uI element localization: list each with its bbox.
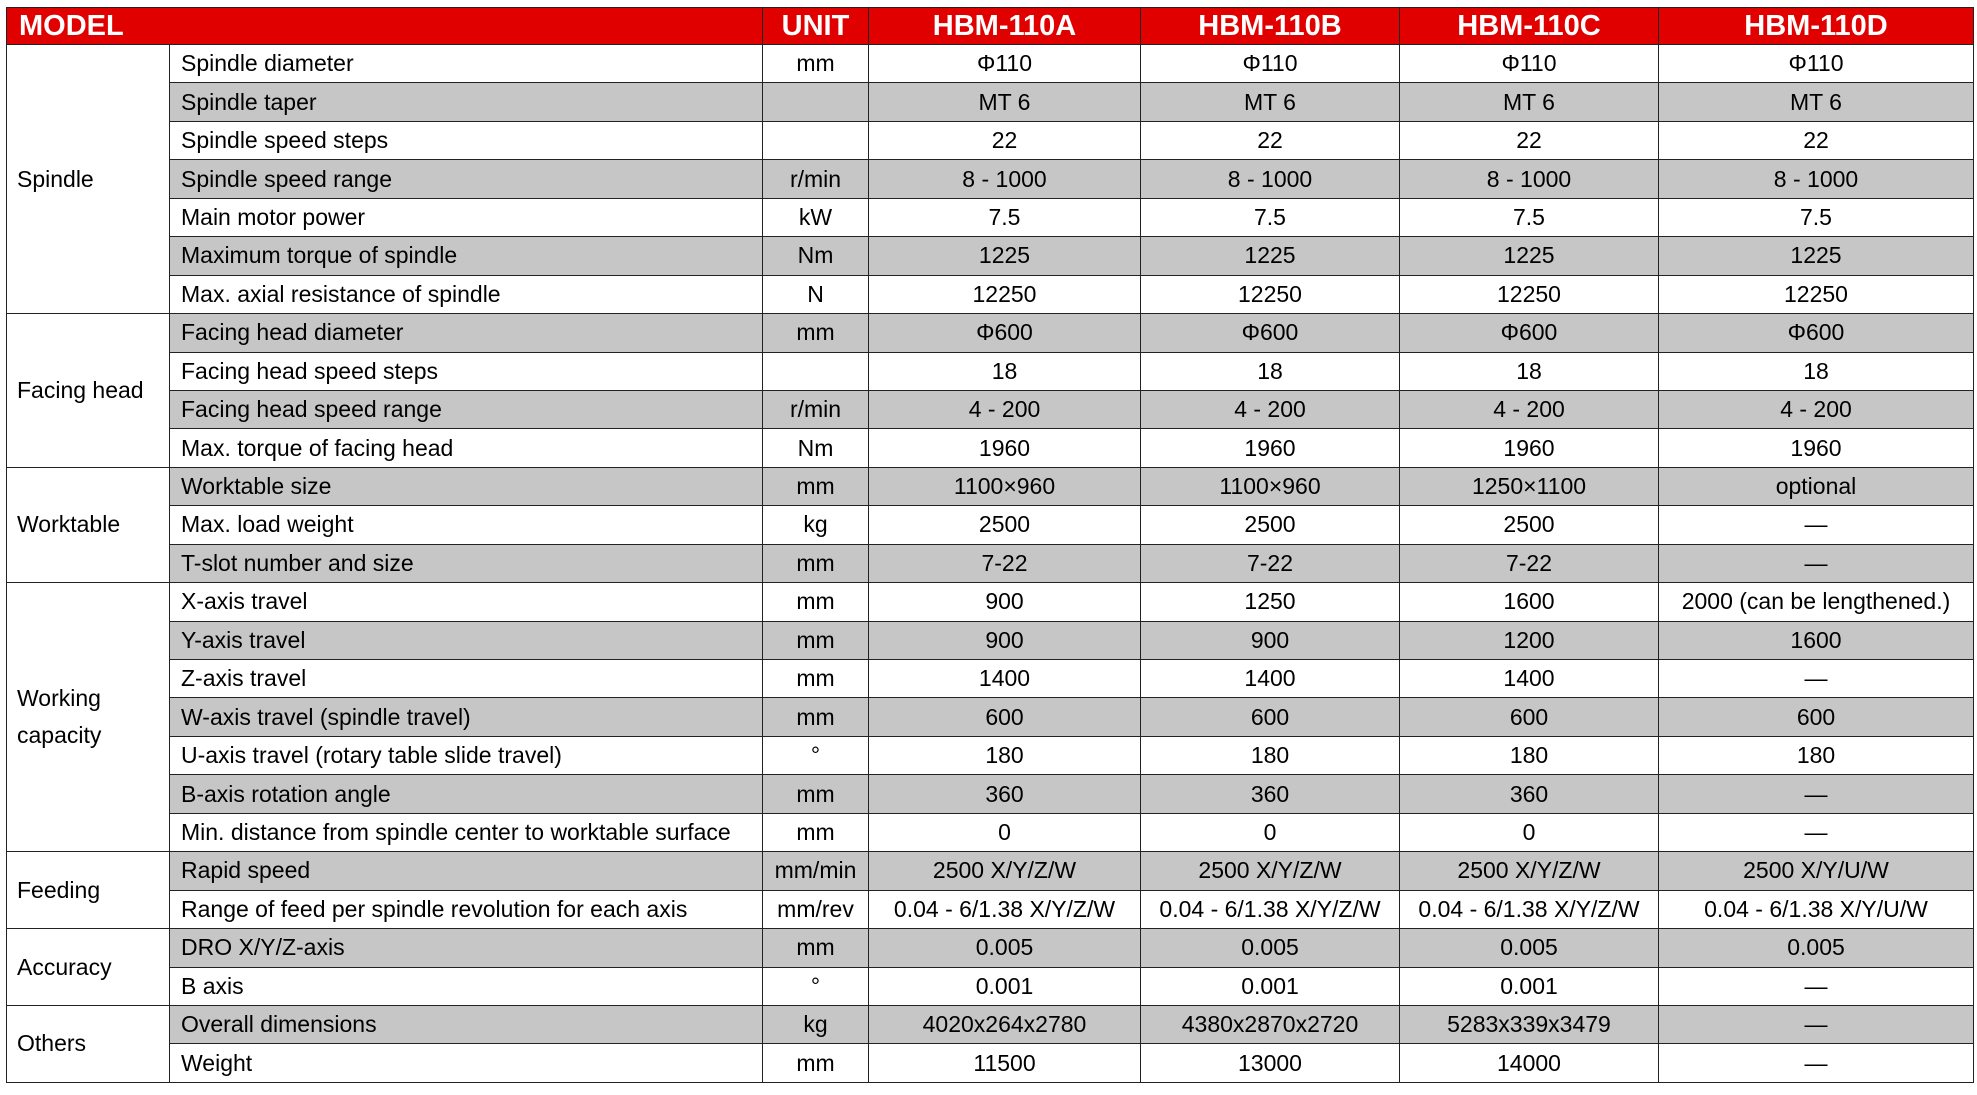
table-row [7, 813, 1974, 851]
unit-header: UNIT [763, 8, 869, 45]
parameter-cell: X-axis travel [170, 583, 763, 621]
value-cell: Φ600 [1400, 314, 1659, 352]
value-cell: 2500 X/Y/Z/W [1400, 852, 1659, 890]
value-cell: 8 - 1000 [1141, 160, 1400, 198]
value-cell: Φ110 [1400, 45, 1659, 83]
value-cell: 0.04 - 6/1.38 X/Y/U/W [1659, 890, 1974, 928]
unit-cell: mm [763, 775, 869, 813]
table-row [7, 467, 1974, 505]
table-row [7, 775, 1974, 813]
unit-cell: mm [763, 583, 869, 621]
table-row [7, 967, 1974, 1005]
value-cell: 7-22 [1141, 544, 1400, 582]
value-cell: 7-22 [1400, 544, 1659, 582]
value-cell: 0.001 [1141, 967, 1400, 1005]
value-cell: 1250×1100 [1400, 467, 1659, 505]
value-cell: Φ600 [1659, 314, 1974, 352]
value-cell: — [1659, 506, 1974, 544]
parameter-cell: Spindle speed steps [170, 121, 763, 159]
parameter-cell: Range of feed per spindle revolution for each axis [170, 890, 763, 928]
value-cell: 2500 X/Y/U/W [1659, 852, 1974, 890]
value-cell: 13000 [1141, 1044, 1400, 1083]
spec-body [7, 45, 1974, 1083]
value-cell: 22 [1400, 121, 1659, 159]
value-cell: 180 [869, 736, 1141, 774]
table-row [7, 660, 1974, 698]
value-cell: — [1659, 813, 1974, 851]
parameter-cell: Rapid speed [170, 852, 763, 890]
unit-cell: mm [763, 467, 869, 505]
parameter-cell: W-axis travel (spindle travel) [170, 698, 763, 736]
value-cell: 22 [1141, 121, 1400, 159]
unit-cell [763, 121, 869, 159]
unit-cell: N [763, 275, 869, 313]
parameter-cell: Overall dimensions [170, 1005, 763, 1043]
unit-cell: mm [763, 698, 869, 736]
table-row [7, 1044, 1974, 1083]
unit-cell: mm [763, 314, 869, 352]
parameter-cell: Spindle speed range [170, 160, 763, 198]
value-cell: optional [1659, 467, 1974, 505]
parameter-cell: Min. distance from spindle center to worktable surface [170, 813, 763, 851]
table-row [7, 352, 1974, 390]
unit-cell: mm [763, 621, 869, 659]
unit-cell: mm [763, 660, 869, 698]
value-cell: 2000 (can be lengthened.) [1659, 583, 1974, 621]
unit-cell: mm/rev [763, 890, 869, 928]
value-cell: 360 [1400, 775, 1659, 813]
unit-cell: kg [763, 506, 869, 544]
value-cell: — [1659, 544, 1974, 582]
value-cell: 1225 [1141, 237, 1400, 275]
value-cell: 4020x264x2780 [869, 1005, 1141, 1043]
value-cell: 0.04 - 6/1.38 X/Y/Z/W [869, 890, 1141, 928]
value-cell: 2500 X/Y/Z/W [869, 852, 1141, 890]
header-row [7, 8, 1974, 45]
value-cell: MT 6 [869, 83, 1141, 121]
parameter-cell: Main motor power [170, 198, 763, 236]
value-cell: 12250 [869, 275, 1141, 313]
table-row [7, 429, 1974, 467]
model-header-hbm-110d: HBM-110D [1659, 8, 1974, 45]
unit-cell [763, 83, 869, 121]
table-row [7, 1005, 1974, 1043]
value-cell: 12250 [1659, 275, 1974, 313]
unit-cell: Nm [763, 429, 869, 467]
parameter-cell: Max. axial resistance of spindle [170, 275, 763, 313]
unit-cell [763, 352, 869, 390]
value-cell: 0.005 [1141, 929, 1400, 967]
group-label-facing-head: Facing head [7, 314, 170, 468]
value-cell: 8 - 1000 [1400, 160, 1659, 198]
table-row [7, 698, 1974, 736]
parameter-cell: Facing head speed steps [170, 352, 763, 390]
value-cell: 0.005 [1659, 929, 1974, 967]
value-cell: 1960 [869, 429, 1141, 467]
parameter-cell: T-slot number and size [170, 544, 763, 582]
value-cell: 4380x2870x2720 [1141, 1005, 1400, 1043]
group-label-spindle: Spindle [7, 45, 170, 314]
parameter-cell: Spindle diameter [170, 45, 763, 83]
group-label-others: Others [7, 1005, 170, 1082]
table-row [7, 121, 1974, 159]
value-cell: 0.001 [1400, 967, 1659, 1005]
value-cell: 600 [1141, 698, 1400, 736]
value-cell: Φ600 [869, 314, 1141, 352]
value-cell: 4 - 200 [869, 390, 1141, 428]
value-cell: 2500 [1141, 506, 1400, 544]
value-cell: 600 [1659, 698, 1974, 736]
value-cell: 0 [1400, 813, 1659, 851]
value-cell: 1225 [1659, 237, 1974, 275]
value-cell: 22 [1659, 121, 1974, 159]
value-cell: 900 [869, 621, 1141, 659]
value-cell: 900 [869, 583, 1141, 621]
parameter-cell: Facing head speed range [170, 390, 763, 428]
table-row [7, 583, 1974, 621]
value-cell: — [1659, 967, 1974, 1005]
value-cell: 2500 X/Y/Z/W [1141, 852, 1400, 890]
value-cell: 1400 [1400, 660, 1659, 698]
table-row [7, 544, 1974, 582]
value-cell: 8 - 1000 [869, 160, 1141, 198]
value-cell: 1400 [1141, 660, 1400, 698]
unit-cell: mm [763, 544, 869, 582]
value-cell: 7.5 [1659, 198, 1974, 236]
value-cell: 22 [869, 121, 1141, 159]
parameter-cell: B-axis rotation angle [170, 775, 763, 813]
value-cell: 7.5 [1400, 198, 1659, 236]
value-cell: 12250 [1400, 275, 1659, 313]
value-cell: 18 [1659, 352, 1974, 390]
value-cell: MT 6 [1659, 83, 1974, 121]
unit-cell: ° [763, 736, 869, 774]
value-cell: 0.04 - 6/1.38 X/Y/Z/W [1400, 890, 1659, 928]
value-cell: 180 [1400, 736, 1659, 774]
value-cell: 1100×960 [1141, 467, 1400, 505]
parameter-cell: DRO X/Y/Z-axis [170, 929, 763, 967]
unit-cell: mm [763, 45, 869, 83]
value-cell: 4 - 200 [1400, 390, 1659, 428]
parameter-cell: Spindle taper [170, 83, 763, 121]
value-cell: 360 [869, 775, 1141, 813]
model-header-hbm-110a: HBM-110A [869, 8, 1141, 45]
model-header-hbm-110b: HBM-110B [1141, 8, 1400, 45]
value-cell: 4 - 200 [1141, 390, 1400, 428]
group-label-worktable: Worktable [7, 467, 170, 582]
table-row [7, 275, 1974, 313]
value-cell: 900 [1141, 621, 1400, 659]
table-row [7, 390, 1974, 428]
table-row [7, 621, 1974, 659]
table-row [7, 83, 1974, 121]
parameter-cell: B axis [170, 967, 763, 1005]
parameter-cell: U-axis travel (rotary table slide travel) [170, 736, 763, 774]
unit-cell: kg [763, 1005, 869, 1043]
value-cell: 180 [1659, 736, 1974, 774]
unit-cell: mm/min [763, 852, 869, 890]
value-cell: 1960 [1400, 429, 1659, 467]
value-cell: — [1659, 1005, 1974, 1043]
value-cell: — [1659, 660, 1974, 698]
value-cell: 7-22 [869, 544, 1141, 582]
value-cell: 7.5 [1141, 198, 1400, 236]
table-row [7, 45, 1974, 83]
value-cell: 180 [1141, 736, 1400, 774]
parameter-cell: Max. load weight [170, 506, 763, 544]
value-cell: 600 [869, 698, 1141, 736]
parameter-cell: Maximum torque of spindle [170, 237, 763, 275]
table-row [7, 506, 1974, 544]
value-cell: 0.005 [869, 929, 1141, 967]
value-cell: 1250 [1141, 583, 1400, 621]
value-cell: 0 [1141, 813, 1400, 851]
table-row [7, 160, 1974, 198]
value-cell: 11500 [869, 1044, 1141, 1083]
value-cell: 5283x339x3479 [1400, 1005, 1659, 1043]
unit-cell: Nm [763, 237, 869, 275]
value-cell: 12250 [1141, 275, 1400, 313]
value-cell: 1225 [1400, 237, 1659, 275]
value-cell: 360 [1141, 775, 1400, 813]
value-cell: 1600 [1659, 621, 1974, 659]
value-cell: 1225 [869, 237, 1141, 275]
table-row [7, 852, 1974, 890]
value-cell: — [1659, 1044, 1974, 1083]
parameter-cell: Y-axis travel [170, 621, 763, 659]
value-cell: 0.001 [869, 967, 1141, 1005]
table-row [7, 198, 1974, 236]
table-row [7, 237, 1974, 275]
value-cell: 0.005 [1400, 929, 1659, 967]
group-label-working-capacity: Working capacity [7, 583, 170, 852]
value-cell: 18 [869, 352, 1141, 390]
value-cell: Φ600 [1141, 314, 1400, 352]
model-header-hbm-110c: HBM-110C [1400, 8, 1659, 45]
table-row [7, 929, 1974, 967]
unit-cell: ° [763, 967, 869, 1005]
value-cell: 14000 [1400, 1044, 1659, 1083]
value-cell: MT 6 [1141, 83, 1400, 121]
model-header: MODEL [7, 8, 763, 45]
spec-table [6, 7, 1974, 1083]
value-cell: Φ110 [869, 45, 1141, 83]
parameter-cell: Z-axis travel [170, 660, 763, 698]
group-label-feeding: Feeding [7, 852, 170, 929]
unit-cell: r/min [763, 160, 869, 198]
value-cell: — [1659, 775, 1974, 813]
value-cell: 18 [1400, 352, 1659, 390]
table-row [7, 736, 1974, 774]
parameter-cell: Max. torque of facing head [170, 429, 763, 467]
group-label-accuracy: Accuracy [7, 929, 170, 1006]
value-cell: Φ110 [1141, 45, 1400, 83]
value-cell: 1960 [1659, 429, 1974, 467]
parameter-cell: Facing head diameter [170, 314, 763, 352]
value-cell: 0 [869, 813, 1141, 851]
unit-cell: mm [763, 1044, 869, 1083]
value-cell: 1200 [1400, 621, 1659, 659]
value-cell: Φ110 [1659, 45, 1974, 83]
value-cell: MT 6 [1400, 83, 1659, 121]
value-cell: 18 [1141, 352, 1400, 390]
value-cell: 1960 [1141, 429, 1400, 467]
value-cell: 1600 [1400, 583, 1659, 621]
value-cell: 2500 [1400, 506, 1659, 544]
value-cell: 7.5 [869, 198, 1141, 236]
value-cell: 1400 [869, 660, 1141, 698]
unit-cell: r/min [763, 390, 869, 428]
unit-cell: mm [763, 813, 869, 851]
value-cell: 0.04 - 6/1.38 X/Y/Z/W [1141, 890, 1400, 928]
parameter-cell: Worktable size [170, 467, 763, 505]
value-cell: 4 - 200 [1659, 390, 1974, 428]
value-cell: 1100×960 [869, 467, 1141, 505]
unit-cell: kW [763, 198, 869, 236]
table-row [7, 890, 1974, 928]
table-row [7, 314, 1974, 352]
value-cell: 8 - 1000 [1659, 160, 1974, 198]
value-cell: 600 [1400, 698, 1659, 736]
parameter-cell: Weight [170, 1044, 763, 1083]
unit-cell: mm [763, 929, 869, 967]
value-cell: 2500 [869, 506, 1141, 544]
